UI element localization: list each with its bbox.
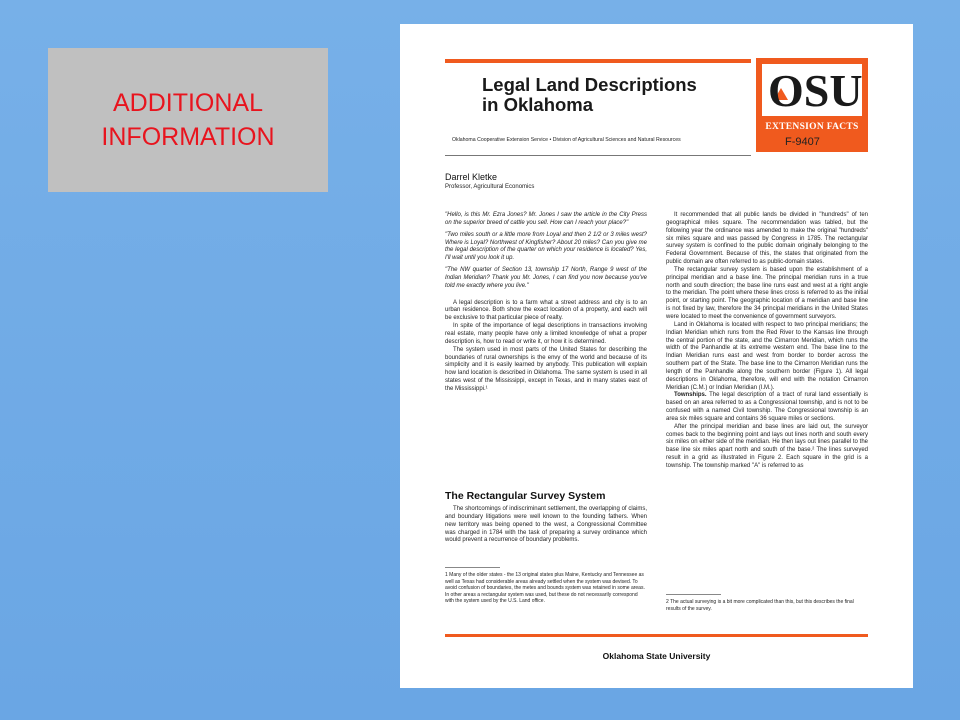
body-paragraph-3: The system used in most parts of the United States for describing the boundaries of rural ownerships is the envy of the world and because of its simplicity and it is easily learned by anybody. This publication will explain how land location is described in Oklahoma. The same system is used in all states west of the Mississippi, except in Texas, and in many states east of the Mississippi.¹ [445, 346, 647, 392]
service-line: Oklahoma Cooperative Extension Service • Division of Agricultural Sciences and Natural Resources [452, 137, 681, 143]
title-line-1: Legal Land Descriptions [482, 74, 697, 95]
body-paragraph-1: A legal description is to a farm what a street address and city is to an urban residence. Both show the exact location of a property, and each will be exclusive to that particular piece of realty. [445, 299, 647, 322]
footnote-right: 2 The actual surveying is a bit more complicated than this, but this describes the final results of the survey. [666, 599, 854, 612]
townships-paragraph [666, 392, 868, 423]
title-line-2: in Oklahoma [482, 94, 594, 115]
label-text [101, 86, 274, 154]
fact-number: F-9407 [785, 136, 820, 148]
extension-facts-text: EXTENSION FACTS [765, 122, 859, 132]
right-paragraph-1: It recommended that all public lands be divided in "hundreds" of ten geographical miles square. The recommendation was tabled, but the following year the ordinance was amended to make the original "hundreds" six miles square and was passed by Congress in 1785. The rectangular survey system is confined to the public domain originally belonging to the Federal Government. Because of this, the states that originated from the public domain are often referred to as public-domain states. [666, 212, 868, 266]
right-paragraph-final: After the principal meridian and base lines are laid out, the surveyor comes back to the beginning point and lays out lines north and south every six miles on either side of the meridian. He then lays out lines parallel to the base line six miles apart north and south of the base.² The lines surveyed result in a grid as illustrated in Figure 2. Each square in the grid is a township. The township marked "A" is referred to as [666, 423, 868, 469]
osu-text: OSU [768, 65, 863, 116]
footer-accent-bar [445, 634, 868, 637]
header-rule [445, 155, 751, 156]
right-paragraph-3: Land in Oklahoma is located with respect to two principal meridians; the Indian Meridian which runs from the Red River to the Kansas line through the central portion of the state, and the Cimarron Meridian, which runs the width of the Panhandle at its extreme western end. The base line to the Indian Meridian runs east and west from border to border across the southern part of the State. The base line to the Cimarron Meridian runs the length of the Panhandle along the southern border (Figure 1). All legal descriptions in Oklahoma, therefore, will end with the notation Cimarron Meridian (C.M.) or Indian Meridian (I.M.). [666, 321, 868, 391]
quote-paragraph-3: "The NW quarter of Section 13, township 17 North, Range 9 west of the Indian Meridian? Thank you Mr. Jones, I can find you now because you've told me exactly where you live." [445, 267, 647, 289]
footnote-left: 1 Many of the older states - the 13 original states plus Maine, Kentucky and Tennessee as well as Texas had considerable areas already settled when the system was devised. To avoid confusion of boundaries, the metes and bounds system was retained in some areas. In other areas a rectangular system was used, but these do not necessarily correspond with the system used by the U.S. Land office. [445, 572, 645, 605]
osu-wordmark [762, 64, 862, 116]
header-accent-bar [445, 59, 751, 63]
footnote-rule-left [445, 567, 500, 568]
label-line-2: INFORMATION [101, 123, 275, 151]
section-body [445, 506, 647, 545]
document-title [482, 75, 742, 115]
body-paragraph-2: In spite of the importance of legal descriptions in transactions involving real estate, many people have only a limited knowledge of what a proper description is, how to read or write it, or how it is determined. [445, 323, 647, 345]
additional-information-label [48, 48, 328, 192]
author-name: Darrel Kletke [445, 172, 498, 182]
university-name: Oklahoma State University [602, 651, 711, 661]
right-column [666, 212, 868, 471]
section-heading: The Rectangular Survey System [445, 490, 606, 502]
quote-paragraph-1: "Hello, is this Mr. Ezra Jones? Mr. Jones I saw the article in the City Press on the superior breed of cattle you sell. How can I reach your place?" [445, 212, 647, 226]
townships-lead: Townships. [674, 392, 707, 399]
townships-text: The legal description of a tract of rural land essentially is based on an area referred to as a Congressional township, and is not to be confused with a named Civil township. The Congressional township is an area six miles square and contains 36 square miles or sections. [666, 392, 868, 422]
quote-paragraph-2: "Two miles south or a little more from Loyal and then 2 1/2 or 3 miles west? Where is Loyal? Northwest of Kingfisher? About 20 miles? Can you give me the legal description of the quarter on which your residence is located? Yes, I'll wait until you look it up. [445, 231, 647, 262]
left-column [445, 212, 647, 394]
section-paragraph: The shortcomings of indiscriminant settlement, the overlapping of claims, and boundary litigations were well known to the founding fathers. When new territory was being opened to the west, a Congressional Committee was charged in 1784 with the task of preparing a survey ordinance which would prevent a recurrence of boundary problems. [445, 506, 647, 544]
fact-sheet-page [400, 24, 913, 688]
author-affiliation: Professor, Agricultural Economics [445, 184, 535, 190]
footnote-rule-right [666, 594, 721, 595]
right-paragraph-2: The rectangular survey system is based upon the establishment of a principal meridian and a base line. The principal meridian runs in a true north and south direction; the base line runs east and west at a right angle to the meridian. The point where these lines cross is referred to as the initial point, or starting point. The geographic location of a meridian and base line is not fixed by law, therefore the 34 principal meridians in the United States were located to meet the convenience of government surveyors. [666, 266, 868, 320]
label-line-1: ADDITIONAL [112, 89, 263, 117]
